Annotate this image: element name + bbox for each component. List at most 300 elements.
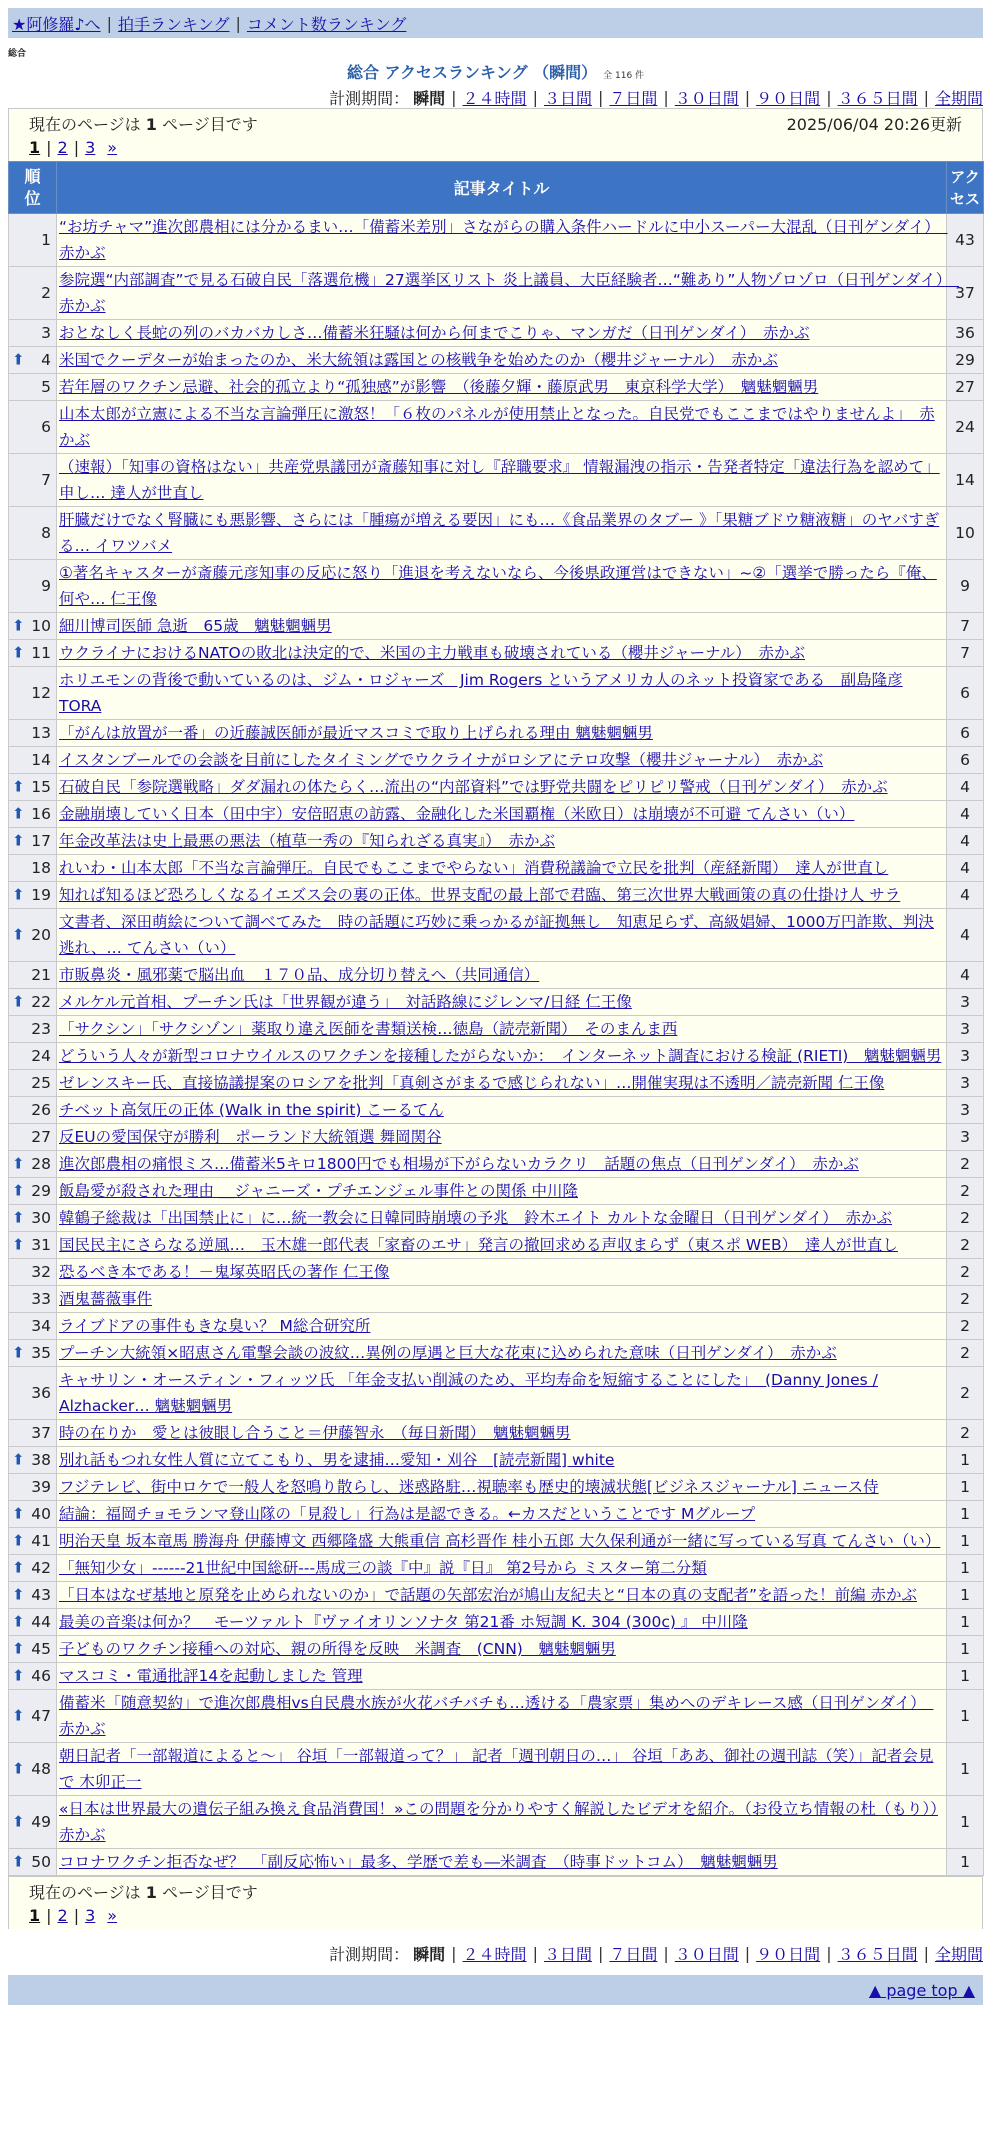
access-count: 1 [947,1663,984,1690]
title-cell [57,1367,947,1420]
access-count: 9 [947,560,984,613]
article-link[interactable]: ライブドアの事件もきな臭い？ M総合研究所 [59,1317,371,1335]
table-row [9,1151,984,1178]
period-option[interactable]: 全期間 [934,89,983,108]
title-cell [57,613,947,640]
article-link[interactable]: ホリエモンの背後で動いているのは、ジム・ロジャーズ Jim Rogers というアメリカ人のネット投資家である 副島隆彦 TORA [59,671,903,715]
rank-number: 34 [31,1317,51,1335]
article-link[interactable]: キャサリン・オースティン・フィッツ氏 「年金支払い削減のため、平均寿命を短縮することにした」 (Danny Jones / Alzhacker… 魑魅魍魎男 [59,1371,878,1415]
pager-link[interactable]: 3 [85,137,96,157]
page-info-bottom [8,1876,983,1929]
rank-number: 39 [31,1478,51,1496]
article-link[interactable]: ウクライナにおけるNATOの敗北は決定的で、米国の主力戦車も破壊されている（櫻井ジャーナル） 赤かぶ [59,644,806,662]
article-link[interactable]: 文書者、深田萌絵について調べてみた 時の話題に巧妙に乗っかるが証拠無し 知恵足らず、高級娼婦、1000万円詐欺、判決逃れ、… てんさい（い） [59,913,934,957]
rank-cell [9,1178,57,1205]
current-page-text-bottom: 現在のページは 1 ページ目です [29,1882,258,1902]
article-link[interactable]: ゼレンスキー氏、直接協議提案のロシアを批判「真剣さがまるで感じられない」…開催実現は不透明／読売新聞 仁王像 [59,1074,885,1092]
table-row [9,320,984,347]
table-row [9,1663,984,1690]
rank-cell [9,214,57,267]
article-link[interactable]: 進次郎農相の痛恨ミス…備蓄米5キロ1800円でも相場が下がらないカラクリ 話題の焦点（日刊ゲンダイ） 赤かぶ [59,1155,859,1173]
title-cell [57,989,947,1016]
rank-number: 30 [31,1209,51,1227]
title-cell [57,1043,947,1070]
article-link[interactable]: «日本は世界最大の遺伝子組み換え食品消費国！»この問題を分かりやすく解説したビデオを紹介。（お役立ち情報の杜（もり））赤かぶ [59,1800,938,1844]
rank-number: 25 [31,1074,51,1092]
title-cell [57,1849,947,1876]
rank-up-icon: ⬆ [12,1154,25,1173]
article-link[interactable]: 朝日記者「一部報道によると～」 谷垣「一部報道って？」 記者「週刊朝日の…」 谷垣「ああ、御社の週刊誌（笑）」記者会見で 木卯正一 [59,1747,934,1791]
rank-up-icon: ⬆ [12,804,25,823]
rank-cell [9,828,57,855]
access-count: 6 [947,667,984,720]
article-link[interactable]: 飯島愛が殺された理由 ＿ジャニーズ・プチエンジェル事件との関係 中川隆 [59,1182,578,1200]
table-row [9,640,984,667]
article-link[interactable]: コロナワクチン拒否なぜ？ 「副反応怖い」最多、学歴で差も―米調査 （時事ドットコム） 魑魅魍魎男 [59,1853,778,1871]
access-count: 7 [947,640,984,667]
title-cell [57,1663,947,1690]
article-link[interactable]: 恐るべき本である！－鬼塚英昭氏の著作 仁王像 [59,1263,390,1281]
title-cell [57,828,947,855]
article-link[interactable]: 明治天皇 坂本竜馬 勝海舟 伊藤博文 西郷隆盛 大熊重信 高杉晋作 桂小五郎 大久保利通が一緒に写っている写真 てんさい（い） [59,1532,941,1550]
rank-cell [9,613,57,640]
table-row [9,989,984,1016]
period-option[interactable]: ３０日間 [674,1945,739,1964]
access-count: 3 [947,1070,984,1097]
rank-number: 42 [31,1559,51,1577]
title-cell [57,1420,947,1447]
period-current: 瞬間 [413,89,446,108]
rank-number: 43 [31,1586,51,1604]
rank-number: 26 [31,1101,51,1119]
period-option[interactable]: ７日間 [609,1945,658,1964]
access-count: 1 [947,1582,984,1609]
rank-number: 9 [41,577,51,595]
article-link[interactable]: 「サクシン」「サクシゾン」薬取り違え医師を書類送検…徳島（読売新聞） そのまんま西 [59,1020,678,1038]
title-cell [57,1555,947,1582]
article-link[interactable]: イスタンブールでの会談を目前にしたタイミングでウクライナがロシアにテロ攻撃（櫻井ジャーナル） 赤かぶ [59,751,824,769]
pager-link[interactable]: 2 [57,1905,68,1925]
table-row [9,801,984,828]
rank-cell [9,374,57,401]
article-link[interactable]: おとなしく長蛇の列のバカバカしさ…備蓄米狂騒は何から何までこりゃ、マンガだ（日刊ゲンダイ） 赤かぶ [59,324,810,342]
rank-header: 順位 [9,162,57,214]
access-count: 4 [947,882,984,909]
period-selector-bottom: 計測期間： 瞬間 | ２４時間 | ３日間 | ７日間 | ３０日間 | ９０日間 | ３６５日間 | 全期間 [329,1944,983,1964]
period-label: 計測期間： [329,1945,410,1964]
title-cell [57,1313,947,1340]
title-cell [57,801,947,828]
title-cell [57,1796,947,1849]
article-link[interactable]: 韓鶴子総裁は「出国禁止に」に…統一教会に日韓同時崩壊の予兆 鈴木エイト カルトな金曜日（日刊ゲンダイ） 赤かぶ [59,1209,892,1227]
access-count: 2 [947,1286,984,1313]
article-link[interactable]: “お坊チャマ”進次郎農相には分かるまい…「備蓄米差別」さながらの購入条件ハードルに中小スーパー大混乱（日刊ゲンダイ） 赤かぶ [59,218,948,262]
rank-cell [9,1447,57,1474]
article-link[interactable]: 子どものワクチン接種への対応、親の所得を反映 米調査 (CNN) 魑魅魍魎男 [59,1640,616,1658]
article-link[interactable]: どういう人々が新型コロナウイルスのワクチンを接種したがらないか： インターネット調査における検証 (RIETI) 魑魅魍魎男 [59,1047,942,1065]
access-count: 7 [947,613,984,640]
rank-up-icon: ⬆ [12,616,25,635]
rank-number: 50 [31,1853,51,1871]
rank-number: 18 [31,859,51,877]
article-link[interactable]: 時の在りか 愛とは彼眼し合うこと＝伊藤智永 （毎日新聞） 魑魅魍魎男 [59,1424,571,1442]
table-row [9,1205,984,1232]
period-option[interactable]: ３６５日間 [837,1945,918,1964]
rank-cell [9,720,57,747]
rank-number: 49 [31,1813,51,1831]
rank-number: 22 [31,993,51,1011]
rank-number: 47 [31,1707,51,1725]
rank-cell [9,667,57,720]
title-cell [57,1016,947,1043]
period-option[interactable]: ９０日間 [756,1945,821,1964]
rank-cell [9,1849,57,1876]
rank-cell [9,1609,57,1636]
page-top-link[interactable]: ▲ page top ▲ [868,1980,975,2000]
rank-number: 17 [31,832,51,850]
access-count: 2 [947,1259,984,1286]
rank-number: 37 [31,1424,51,1442]
title-cell [57,1178,947,1205]
title-cell [57,1205,947,1232]
rank-number: 38 [31,1451,51,1469]
table-row [9,1636,984,1663]
title-cell [57,1528,947,1555]
title-cell [57,1474,947,1501]
title-cell [57,1070,947,1097]
rank-cell [9,640,57,667]
top-nav-bar: ★阿修羅♪へ | 拍手ランキング | コメント数ランキング [8,8,983,38]
rank-up-icon: ⬆ [12,1706,25,1725]
table-row [9,1043,984,1070]
table-row [9,401,984,454]
rank-number: 2 [41,284,51,302]
article-link[interactable]: 若年層のワクチン忌避、社会的孤立より“孤独感”が影響 （後藤夕輝・藤原武男 東京科学大学） 魑魅魍魎男 [59,378,819,396]
table-row [9,1582,984,1609]
title-cell [57,1582,947,1609]
rank-cell [9,1582,57,1609]
rank-cell [9,1796,57,1849]
table-row [9,774,984,801]
rank-up-icon: ⬆ [12,1181,25,1200]
period-option[interactable]: ９０日間 [756,89,821,108]
access-count: 10 [947,507,984,560]
article-link[interactable]: 「日本はなぜ基地と原発を止められないのか」で話題の矢部宏治が鳩山友紀夫と“日本の真の支配者”を語った！前編 赤かぶ [59,1586,917,1604]
rank-cell [9,347,57,374]
title-cell [57,1124,947,1151]
access-count: 1 [947,1636,984,1663]
title-cell [57,214,947,267]
pager-link[interactable]: 3 [85,1905,96,1925]
rank-up-icon: ⬆ [12,831,25,850]
table-row [9,267,984,320]
total-count: 全 116 件 [603,71,645,81]
rank-number: 45 [31,1640,51,1658]
access-count: 2 [947,1340,984,1367]
table-row [9,962,984,989]
access-count: 1 [947,1849,984,1876]
table-row [9,1555,984,1582]
rank-cell [9,774,57,801]
rank-cell [9,1743,57,1796]
access-count: 27 [947,374,984,401]
rank-cell [9,1151,57,1178]
rank-up-icon: ⬆ [12,992,25,1011]
article-link[interactable]: 備蓄米「随意契約」で進次郎農相vs自民農水族が火花バチバチも…透ける「農家票」集めへのデキレース感（日刊ゲンダイ） 赤かぶ [59,1694,934,1738]
table-row [9,613,984,640]
rank-number: 13 [31,724,51,742]
title-cell [57,720,947,747]
period-option[interactable]: ３６５日間 [837,89,918,108]
title-cell [57,507,947,560]
title-cell [57,1097,947,1124]
rank-up-icon: ⬆ [12,1585,25,1604]
article-link[interactable]: 別れ話もつれ女性人質に立てこもり、男を逮捕…愛知・刈谷 [読売新聞] white [59,1451,615,1469]
applause-ranking-link[interactable]: 拍手ランキング [117,14,230,34]
period-option[interactable]: ３０日間 [674,89,739,108]
title-cell [57,855,947,882]
rank-number: 15 [31,778,51,796]
title-cell [57,747,947,774]
pager-current: 1 [29,1905,41,1925]
access-count: 2 [947,1232,984,1259]
title-cell [57,1743,947,1796]
title-cell [57,1340,947,1367]
table-row [9,1259,984,1286]
access-count: 2 [947,1313,984,1340]
rank-number: 12 [31,684,51,702]
pager-link[interactable]: 2 [57,137,68,157]
article-link[interactable]: れいわ・山本太郎「不当な言論弾圧。自民でもここまでやらない」消費税議論で立民を批判（産経新聞） 達人が世直し [59,859,889,877]
table-row [9,507,984,560]
title-cell [57,1447,947,1474]
table-row [9,1313,984,1340]
rank-number: 41 [31,1532,51,1550]
table-row [9,374,984,401]
pager-next[interactable]: » [107,137,118,157]
access-count: 36 [947,320,984,347]
article-link[interactable]: 年金改革法は史上最悪の悪法（植草一秀の『知られざる真実』） 赤かぶ [59,832,556,850]
rank-up-icon: ⬆ [12,350,25,369]
table-row [9,667,984,720]
table-row [9,1528,984,1555]
article-link[interactable]: フジテレビ、街中ロケで一般人を怒鳴り散らし、迷惑路駐…視聴率も歴史的壊滅状態[ビジネスジャーナル] ニュース侍 [59,1478,879,1496]
current-page-text: 現在のページは 1 ページ目です [29,114,258,134]
table-row [9,1124,984,1151]
rank-up-icon: ⬆ [12,1812,25,1831]
period-option[interactable]: ７日間 [609,89,658,108]
article-link[interactable]: 市販鼻炎・風邪薬で脳出血 １７０品、成分切り替えへ（共同通信） [59,966,540,984]
period-option[interactable]: ２４時間 [462,1945,527,1964]
rank-cell [9,1097,57,1124]
article-link[interactable]: 山本太郎が立憲による不当な言論弾圧に激怒！「６枚のパネルが使用禁止となった。自民党でもここまではやりませんよ」 赤かぶ [59,405,935,449]
period-option[interactable]: 全期間 [934,1945,983,1964]
access-count: 3 [947,1043,984,1070]
table-row [9,1447,984,1474]
rank-cell [9,1016,57,1043]
rank-cell [9,909,57,962]
rank-cell [9,1474,57,1501]
access-count: 4 [947,855,984,882]
article-link[interactable]: 国民民主にさらなる逆風… 玉木雄一郎代表「家畜のエサ」発言の撤回求める声収まらず（東スポ WEB） 達人が世直し [59,1236,898,1254]
comment-ranking-link[interactable]: コメント数ランキング [246,14,407,34]
article-link[interactable]: 知れば知るほど恐ろしくなるイエズス会の裏の正体。世界支配の最上部で君臨、第三次世界大戦画策の真の仕掛け人 サラ [59,886,901,904]
title-cell [57,374,947,401]
rank-up-icon: ⬆ [12,1639,25,1658]
title-cell [57,882,947,909]
article-link[interactable]: 最美の音楽は何か？ モーツァルト『ヴァイオリンソナタ 第21番 ホ短調 K. 304 (300c) 』 中川隆 [59,1613,748,1631]
rank-number: 40 [31,1505,51,1523]
article-link[interactable]: メルケル元首相、プーチン氏は「世界観が違う」 対話路線にジレンマ/日経 仁王像 [59,993,632,1011]
article-link[interactable]: 肝臓だけでなく腎臓にも悪影響、さらには「腫瘍が増える要因」にも…《食品業界のタブー 》「果糖ブドウ糖液糖」のヤバすぎる… イワツバメ [59,511,940,555]
pager-top: 1 | 2 | 3 » [29,137,118,157]
article-link[interactable]: 金融崩壊していく日本（田中宇）安倍昭恵の訪露、金融化した米国覇権（米欧日）は崩壊が不可避 てんさい（い） [59,805,855,823]
table-row [9,1420,984,1447]
rank-up-icon: ⬆ [12,1450,25,1469]
rank-up-icon: ⬆ [12,1235,25,1254]
access-count: 3 [947,1097,984,1124]
table-row [9,1340,984,1367]
article-link[interactable]: ①著名キャスターが斎藤元彦知事の反応に怒り「進退を考えないなら、今後県政運営はできない」~②「選挙で勝ったら『俺、何や… 仁王像 [59,564,937,608]
access-count: 29 [947,347,984,374]
ranking-table [8,161,984,1876]
rank-number: 19 [31,886,51,904]
rank-number: 44 [31,1613,51,1631]
title-cell [57,320,947,347]
article-link[interactable]: 酒鬼薔薇事件 [59,1290,153,1308]
table-row [9,347,984,374]
page-title [0,60,991,83]
rank-number: 1 [41,231,51,249]
pager-current: 1 [29,137,41,157]
table-row [9,1501,984,1528]
rank-up-icon: ⬆ [12,1558,25,1577]
rank-cell [9,507,57,560]
rank-cell [9,1232,57,1259]
rank-number: 46 [31,1667,51,1685]
title-cell [57,560,947,613]
article-link[interactable]: 「無知少女」------21世紀中国総研---馬成三の談『中』説『日』 第2号から ミスター第二分類 [59,1559,707,1577]
rank-cell [9,1528,57,1555]
rank-number: 3 [41,324,51,342]
article-link[interactable]: チベット高気圧の正体 (Walk in the spirit) こーるてん [59,1101,444,1119]
rank-cell [9,1420,57,1447]
table-row [9,855,984,882]
rank-cell [9,962,57,989]
access-count: 1 [947,1528,984,1555]
category-label: 総合 [8,49,27,59]
access-count: 6 [947,747,984,774]
rank-cell [9,1124,57,1151]
table-row [9,720,984,747]
rank-up-icon: ⬆ [12,777,25,796]
period-option[interactable]: ３日間 [543,89,592,108]
title-cell [57,667,947,720]
bottom-bar [8,1975,983,2005]
access-count: 1 [947,1555,984,1582]
period-label: 計測期間： [329,89,410,108]
access-count: 1 [947,1690,984,1743]
access-count: 3 [947,989,984,1016]
rank-cell [9,855,57,882]
rank-cell [9,454,57,507]
article-link[interactable]: 「がんは放置が一番」の近藤誠医師が最近マスコミで取り上げられる理由 魑魅魍魎男 [59,724,653,742]
table-row [9,454,984,507]
access-count: 24 [947,401,984,454]
article-link[interactable]: 細川博司医師 急逝 65歳 魑魅魍魎男 [59,617,332,635]
period-selector-top: 計測期間： 瞬間 | ２４時間 | ３日間 | ７日間 | ３０日間 | ９０日間 | ３６５日間 | 全期間 [329,88,983,108]
access-count: 37 [947,267,984,320]
access-count: 2 [947,1178,984,1205]
rank-number: 21 [31,966,51,984]
period-option[interactable]: ２４時間 [462,89,527,108]
rank-number: 14 [31,751,51,769]
access-count: 1 [947,1501,984,1528]
article-link[interactable]: プーチン大統領×昭恵さん電撃会談の波紋…異例の厚遇と巨大な花束に込められた意味（日刊ゲンダイ） 赤かぶ [59,1344,837,1362]
article-link[interactable]: 結論：福岡チョモランマ登山隊の「見殺し」行為は是認できる。←カスだということです Mグループ [59,1505,756,1523]
rank-number: 5 [41,378,51,396]
table-row [9,1178,984,1205]
title-cell [57,1609,947,1636]
title-cell [57,1232,947,1259]
rank-cell [9,1636,57,1663]
rank-cell [9,1286,57,1313]
rank-up-icon: ⬆ [12,885,25,904]
article-link[interactable]: 石破自民「参院選戦略」ダダ漏れの体たらく…流出の“内部資料”では野党共闘をピリピリ警戒（日刊ゲンダイ） 赤かぶ [59,778,888,796]
title-cell [57,1501,947,1528]
title-header: 記事タイトル [57,162,947,214]
rank-cell [9,267,57,320]
pager-next[interactable]: » [107,1905,118,1925]
access-count: 4 [947,962,984,989]
article-link[interactable]: マスコミ・電通批評14を起動しました 管理 [59,1667,363,1685]
page-info-top [8,108,983,161]
rank-cell [9,801,57,828]
access-count: 1 [947,1609,984,1636]
table-row [9,1609,984,1636]
rank-number: 10 [31,617,51,635]
rank-number: 4 [41,351,51,369]
article-link[interactable]: 参院選“内部調査”で見る石破自民「落選危機」27選挙区リスト 炎上議員、大臣経験者…“難あり”人物ゾロゾロ（日刊ゲンダイ） 赤かぶ [59,271,959,315]
title-cell [57,401,947,454]
rank-cell [9,1501,57,1528]
home-link[interactable]: ★阿修羅♪へ [12,14,101,34]
article-link[interactable]: （速報）「知事の資格はない」共産党県議団が斎藤知事に対し『辞職要求』 情報漏洩の指示・告発者特定「違法行為を認めて」申し… 達人が世直し [59,458,940,502]
table-row [9,909,984,962]
table-row [9,1796,984,1849]
rank-number: 31 [31,1236,51,1254]
rank-up-icon: ⬆ [12,1208,25,1227]
access-count: 1 [947,1743,984,1796]
article-link[interactable]: 反EUの愛国保守が勝利 ポーランド大統領選 舞岡関谷 [59,1128,442,1146]
table-row [9,1474,984,1501]
title-cell [57,267,959,320]
rank-up-icon: ⬆ [12,1666,25,1685]
access-count: 1 [947,1474,984,1501]
title-cell [57,1690,947,1743]
rank-up-icon: ⬆ [12,1759,25,1778]
table-row [9,828,984,855]
rank-number: 7 [41,471,51,489]
access-count: 2 [947,1205,984,1232]
table-row [9,560,984,613]
access-count: 1 [947,1796,984,1849]
rank-up-icon: ⬆ [12,643,25,662]
article-link[interactable]: 米国でクーデターが始まったのか、米大統領は露国との核戦争を始めたのか（櫻井ジャーナル） 赤かぶ [59,351,778,369]
rank-cell [9,747,57,774]
rank-number: 8 [41,524,51,542]
period-option[interactable]: ３日間 [543,1945,592,1964]
